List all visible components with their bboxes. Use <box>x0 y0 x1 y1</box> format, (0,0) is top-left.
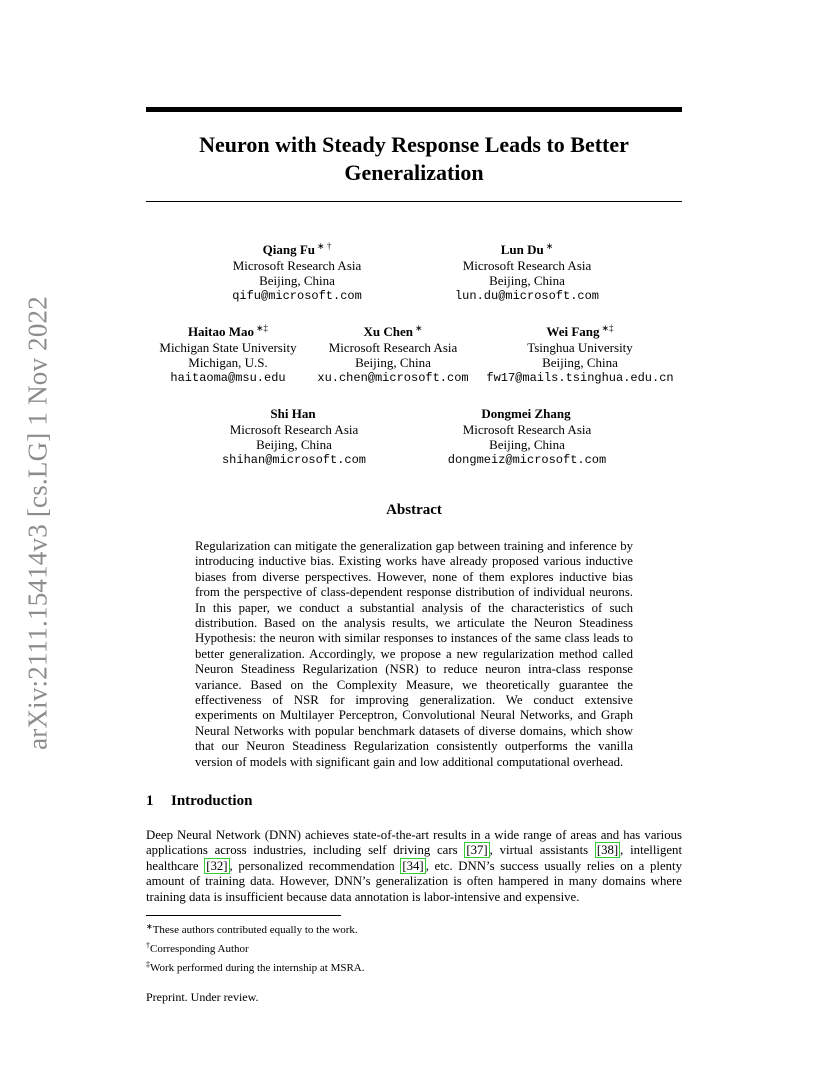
footnote-text: Work performed during the internship at MSRA. <box>150 962 365 974</box>
author-affiliation: Microsoft Research Asia <box>462 421 592 437</box>
author-name: Qiang Fu <box>262 242 316 257</box>
section-number: 1 <box>146 793 154 809</box>
author-name: Shi Han <box>270 406 316 421</box>
author-block <box>313 321 473 386</box>
author-marks: ∗‡ <box>601 323 614 333</box>
author-marks: ∗ <box>545 241 554 251</box>
intro-text: Deep Neural Network (DNN) achieves state-of-the-art results in a wide range of areas and has various applications across industries, including self driving cars <box>146 828 682 858</box>
author-affiliation: Microsoft Research Asia <box>462 257 592 273</box>
author-name: Wei Fang <box>546 324 600 339</box>
section-heading <box>146 793 252 810</box>
footnote-mark: ‡ <box>146 960 150 969</box>
footnote-mark: ∗ <box>146 922 153 931</box>
preprint-note: Preprint. Under review. <box>146 990 259 1004</box>
intro-text: , intelligent healthcare <box>146 843 682 873</box>
author-affiliation: Microsoft Research Asia <box>328 339 458 355</box>
author-location: Beijing, China <box>489 437 565 453</box>
author-marks: ∗ † <box>317 241 332 251</box>
author-affiliation: Microsoft Research Asia <box>232 257 362 273</box>
arxiv-stamp <box>20 288 56 758</box>
citation-link[interactable]: [38] <box>596 843 619 858</box>
footnotes <box>146 919 365 976</box>
author-email: shihan@microsoft.com <box>221 452 367 467</box>
author-block <box>482 321 678 386</box>
abstract-text: Regularization can mitigate the generalization gap between training and inference by introducing inductive bias. Existing works have already proposed various inductive biases from diverse perspectives. However, none of them explores inductive bias from the perspective of class-dependent response distribution of individual neurons. In this paper, we conduct a substantial analysis of the characteristics of such distribution. Based on the analysis results, we articulate the Neuron Steadiness Hypothesis: the neuron with similar responses to instances of the same class leads to better generalization. Accordingly, we propose a new regularization method called Neuron Steadiness Regularization (NSR) to reduce neuron intra-class response variance. Based on the Complexity Measure, we theoretically guarantee the effectiveness of NSR for improving generalization. We conduct extensive experiments on Multilayer Perceptron, Convolutional Neural Networks, and Graph Neural Networks with popular benchmark datasets of diverse domains, which show that our Neuron Steadiness Regularization consistently outperforms the vanilla version of models with significant gain and low additional computational overhead. <box>195 539 633 769</box>
arxiv-stamp-text: arXiv:2111.15414v3 [cs.LG] 1 Nov 2022 <box>22 296 53 750</box>
author-affiliation: Tsinghua University <box>527 339 633 355</box>
title-bottom-rule <box>146 201 682 202</box>
author-marks: ∗‡ <box>256 323 269 333</box>
intro-text: , personalized recommendation <box>229 858 401 873</box>
author-affiliation: Michigan State University <box>159 339 297 355</box>
footnote-text: Corresponding Author <box>150 943 249 955</box>
author-block <box>227 239 367 304</box>
author-name: Haitao Mao <box>187 324 255 339</box>
footnote-mark: † <box>146 941 150 950</box>
paper-title <box>146 131 682 187</box>
title-top-rule <box>146 107 682 112</box>
author-email: haitaoma@msu.edu <box>170 370 286 385</box>
citation-link[interactable]: [37] <box>466 843 488 858</box>
citation-link[interactable]: [34] <box>402 858 424 873</box>
author-block <box>447 239 607 304</box>
section-title: Introduction <box>171 793 253 809</box>
author-name: Xu Chen <box>363 324 413 339</box>
footnote <box>146 938 365 957</box>
author-marks: ∗ <box>414 323 423 333</box>
author-block <box>442 403 612 468</box>
citation-link[interactable]: [32] <box>206 858 228 873</box>
author-block <box>219 403 369 468</box>
author-location: Michigan, U.S. <box>188 355 268 371</box>
author-name: Lun Du <box>500 242 544 257</box>
author-location: Beijing, China <box>256 437 332 453</box>
abstract-heading: Abstract <box>386 502 442 518</box>
author-email: qifu@microsoft.com <box>232 288 362 303</box>
footnote-text: These authors contributed equally to the work. <box>152 924 358 936</box>
author-location: Beijing, China <box>542 355 618 371</box>
author-email: dongmeiz@microsoft.com <box>447 452 607 467</box>
author-location: Beijing, China <box>489 273 565 289</box>
intro-text: , etc. DNN’s success usually relies on a plenty amount of training data. However, DNN’s generalization is often hampered in many domains where training data is insufficient because data annotation is labor-intensive and expensive. <box>146 858 682 904</box>
author-location: Beijing, China <box>259 273 335 289</box>
author-email: fw17@mails.tsinghua.edu.cn <box>486 370 674 385</box>
author-location: Beijing, China <box>355 355 431 371</box>
footnote <box>146 957 365 976</box>
author-affiliation: Microsoft Research Asia <box>229 421 359 437</box>
author-email: lun.du@microsoft.com <box>454 288 600 303</box>
footnote <box>146 919 365 938</box>
author-email: xu.chen@microsoft.com <box>317 370 469 385</box>
intro-text: , virtual assistants <box>489 843 595 858</box>
paper-title-line-2: Generalization <box>344 160 484 185</box>
author-name: Dongmei Zhang <box>481 406 571 421</box>
intro-paragraph <box>146 828 682 905</box>
paper-title-line-1: Neuron with Steady Response Leads to Better <box>199 132 629 157</box>
footnote-rule <box>146 915 341 916</box>
author-block <box>150 321 306 386</box>
